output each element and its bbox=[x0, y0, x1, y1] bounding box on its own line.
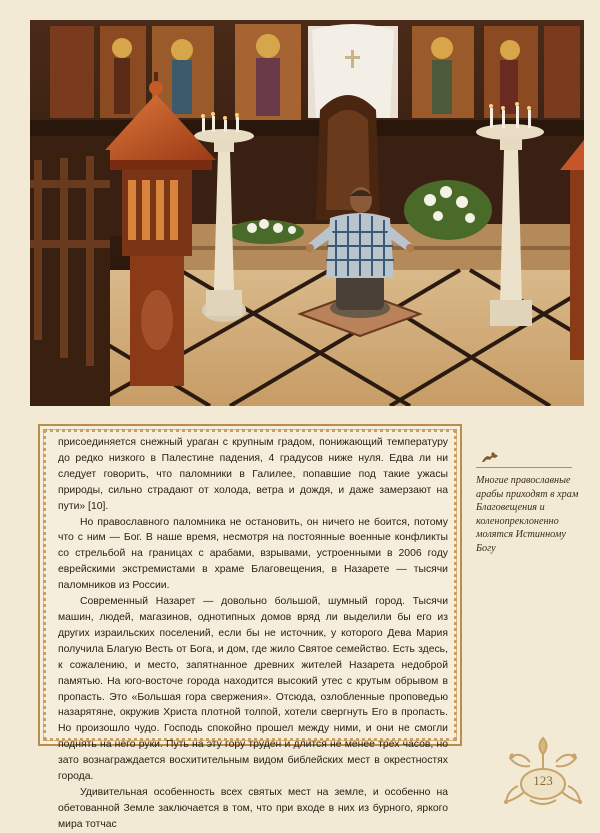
photo-caption-block bbox=[476, 450, 584, 556]
icon-panels bbox=[50, 24, 580, 120]
page-number: 123 bbox=[533, 773, 553, 788]
paragraph: Удивительная особенность всех святых мест на земле, и особенно на обетованной Земле заключается в том, что при входе в них из бурного, яркого мира тотчас bbox=[58, 786, 448, 830]
photo-caption: Многие православные арабы приходят в храм Благовещения и коленопреклоненно молятся Истинному Богу bbox=[476, 475, 579, 554]
paragraph: Современный Назарет — довольно большой, шумный город. Тысячи машин, людей, магазинов, однотипных домов вряд ли выделили бы его из других израильских поселений, если бы не источник, у которого Дева Мария получила Благую Весть от Бога, и дом, где жило Святое семейство. Есть здесь, к сожалению, и место, запятнанное древних жителей Назарета недоброй памятью. На юго-восточе города находится высокий утес с крутым обрывом в пропасть. Это «Большая гора свержения». Отсюда, озлобленные проповедью назарятяне, окружив Христа плотной толпой, хотели свергнуть Его в пропасть. Но произошло чудо. Господь спокойно прошел между ними, и они не смогли поднять на него руки. Путь на эту гору труден и длится не менее трех часов, но зато вознаграждается восхитительным видом библейских мест в окрестностях города. bbox=[58, 596, 448, 783]
paragraph: Но православного паломника не остановить, он ничего не боится, потому что с ним — Бог. В наше время, несмотря на постоянные военные конфликты со стрельбой на границах с арабами, взрывами, устроенными в 2006 году еврейскими экстремистами в храме Благовещения, в Назарете — тысячи паломников из России. bbox=[58, 516, 448, 592]
bird-ornament-icon bbox=[480, 450, 500, 464]
page-number-ornament-icon bbox=[500, 728, 586, 810]
caption-rule bbox=[476, 467, 572, 468]
text-frame bbox=[38, 424, 462, 830]
article-body bbox=[58, 435, 448, 833]
church-interior-photo bbox=[30, 20, 584, 406]
paragraph: присоединяется снежный ураган с крупным градом, понижающий температуру до редко низкого в Палестине падения, 4 градусов ниже нуля. Едва ли ни следует говорить, что паломники в Галилее, попавшие под такие ужасы природы, сильно страдают от холода, ветра и дождя, и даже замерзают на пути» [10]. bbox=[58, 437, 448, 512]
